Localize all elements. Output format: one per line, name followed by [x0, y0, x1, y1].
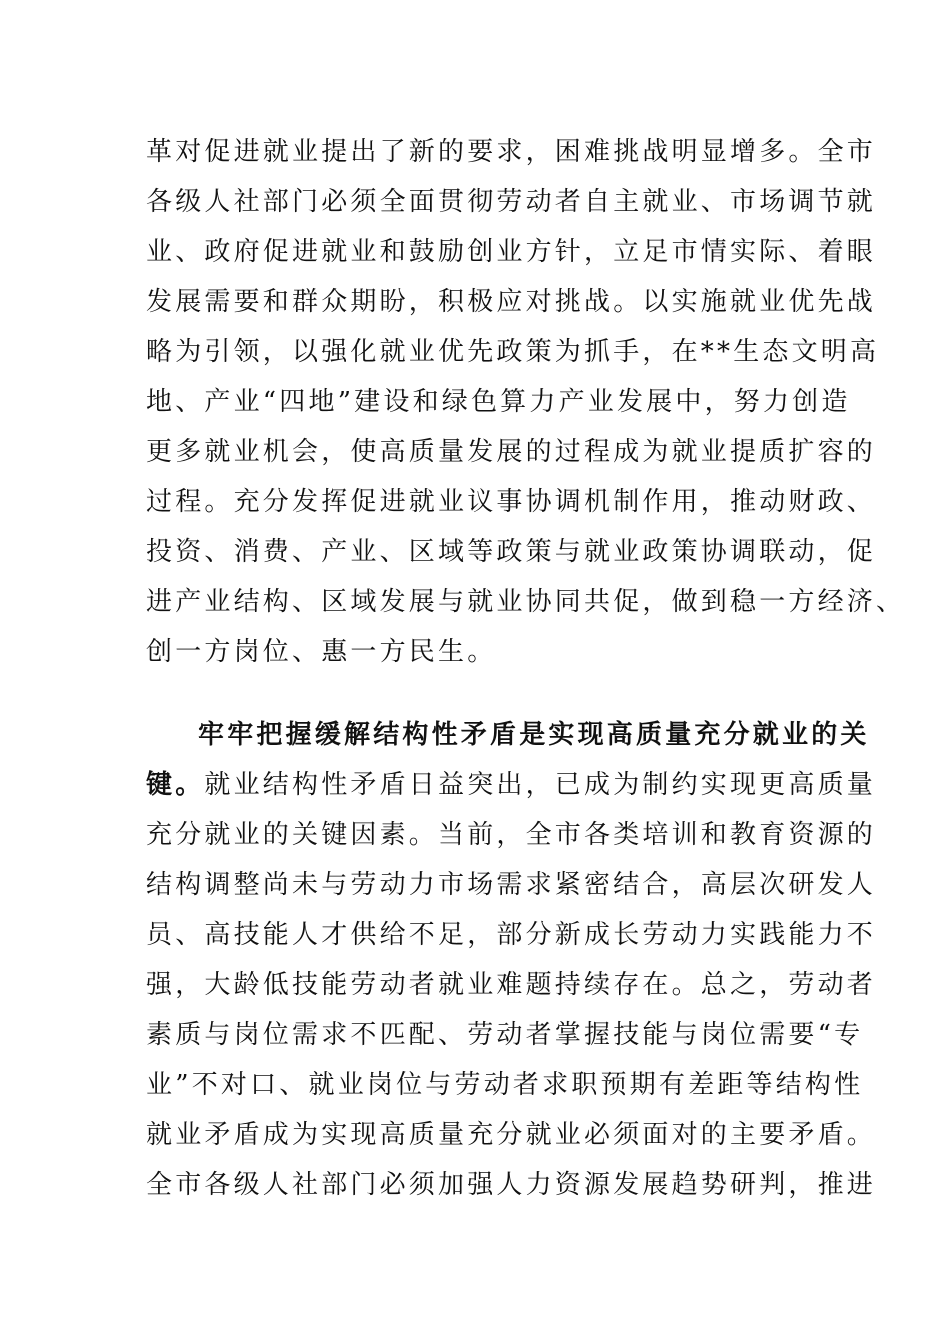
paragraph-2-line-7: 素质与岗位需求不匹配、劳动者掌握技能与岗位需要“专: [146, 1020, 864, 1050]
paragraph-2-line-6: 强，大龄低技能劳动者就业难题持续存在。总之，劳动者: [146, 970, 877, 1000]
paragraph-2-heading: 牢牢把握缓解结构性矛盾是实现高质量充分就业的关: [198, 720, 870, 750]
paragraph-1-line-7: 更多就业机会，使高质量发展的过程成为就业提质扩容的: [146, 437, 877, 467]
paragraph-2-line-9: 就业矛盾成为实现高质量充分就业必须面对的主要矛盾。: [146, 1120, 877, 1150]
paragraph-1-line-4: 发展需要和群众期盼，积极应对挑战。以实施就业优先战: [146, 287, 877, 317]
paragraph-2-line-3: 充分就业的关键因素。当前，全市各类培训和教育资源的: [146, 820, 877, 850]
paragraph-1-line-2: 各级人社部门必须全面贯彻劳动者自主就业、市场调节就: [146, 187, 877, 217]
paragraph-2-line-8: 业”不对口、就业岗位与劳动者求职预期有差距等结构性: [146, 1070, 864, 1100]
paragraph-1-line-3: 业、政府促进就业和鼓励创业方针，立足市情实际、着眼: [146, 237, 877, 267]
paragraph-1-line-1: 革对促进就业提出了新的要求，困难挑战明显增多。全市: [146, 137, 877, 167]
paragraph-2-line-5: 员、高技能人才供给不足，部分新成长劳动力实践能力不: [146, 920, 877, 950]
paragraph-1-line-9: 投资、消费、产业、区域等政策与就业政策协调联动，促: [146, 537, 877, 567]
paragraph-1-line-11: 创一方岗位、惠一方民生。: [146, 637, 497, 667]
paragraph-1-line-10: 进产业结构、区域发展与就业协同共促，做到稳一方经济、: [146, 587, 906, 617]
paragraph-2-line-10: 全市各级人社部门必须加强人力资源发展趋势研判，推进: [146, 1170, 877, 1200]
paragraph-2-line-4: 结构调整尚未与劳动力市场需求紧密结合，高层次研发人: [146, 870, 877, 900]
paragraph-1-line-5: 略为引领，以强化就业优先政策为抓手，在**生态文明高: [146, 337, 880, 367]
paragraph-2-heading-end: 键。: [146, 770, 205, 800]
paragraph-1-line-6: 地、产业“四地”建设和绿色算力产业发展中，努力创造: [146, 387, 851, 417]
paragraph-2-line-2: [146, 770, 876, 800]
paragraph-2-line-2-text: 就业结构性矛盾日益突出，已成为制约实现更高质量: [204, 770, 877, 800]
paragraph-1-line-8: 过程。充分发挥促进就业议事协调机制作用，推动财政、: [146, 487, 877, 517]
